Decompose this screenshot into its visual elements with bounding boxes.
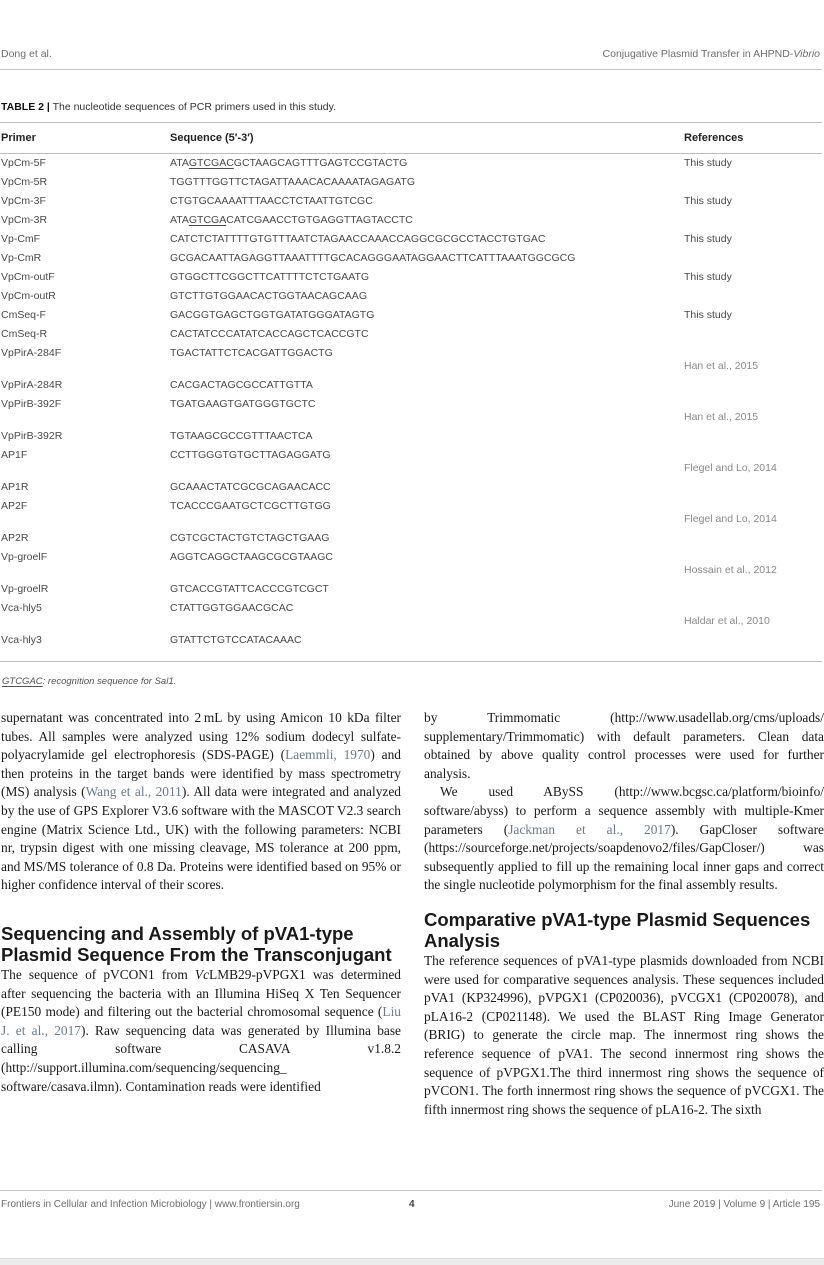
primer-name: VpCm-3R (1, 214, 48, 226)
primer-sequence (170, 634, 302, 646)
paragraph (1, 966, 401, 1096)
primer-sequence (170, 449, 331, 461)
sequence-part: TGTAAGCGCCGTTTAACTCA (170, 430, 313, 442)
sequence-part: CTGTGCAAAATTTAACCTCTAATTGTCGC (170, 195, 373, 207)
running-head (0, 45, 822, 70)
restriction-site: GTCGA (188, 214, 227, 226)
sequence-part: GTCTTGTGGAACACTGGTAACAGCAAG (170, 290, 367, 302)
primer-sequence (170, 430, 313, 442)
text: supernatant was concentrated into 2 mL by using Amicon 10 kDa filter tubes. All samples were analyzed using 12% sodium dodecyl sulfate-polyacrylamide gel electrophoresis (SDS-PAGE) ( (1, 710, 401, 763)
primer-name: VpCm-3F (1, 195, 46, 207)
primer-sequence (170, 583, 329, 595)
citation-link[interactable]: Liu J. et al., 2017 (1, 1004, 401, 1038)
right-column (424, 709, 824, 1119)
primer-name: VpPirB-392R (1, 430, 63, 442)
header-sequence: Sequence (5′-3′) (170, 132, 254, 144)
table-body (0, 154, 822, 650)
title-running-head-text: Conjugative Plasmid Transfer in AHPND- (602, 48, 794, 60)
reference-this-study: This study (684, 309, 732, 321)
paragraph (1, 709, 401, 895)
species-italic: Vc (194, 966, 210, 982)
primer-name: Vp-CmR (1, 252, 42, 264)
table-footnote (0, 661, 822, 687)
reference-this-study: This study (684, 195, 732, 207)
footnote-description: : recognition sequence for Sal1. (42, 676, 177, 687)
citation-link[interactable]: Laemmli, 1970 (285, 747, 371, 763)
table-row (0, 548, 822, 580)
primer-sequence (170, 195, 373, 207)
primer-sequence (170, 398, 315, 410)
paragraph (424, 783, 824, 895)
citation-link[interactable]: Wang et al., 2011 (85, 784, 182, 800)
table-row (0, 395, 822, 427)
primer-table (0, 122, 822, 650)
table-row (0, 376, 822, 395)
reference-this-study: This study (684, 233, 732, 245)
primer-name: VpCm-outR (1, 290, 56, 302)
primer-name: Vp-groelF (1, 551, 48, 563)
sequence-part: ATA (170, 157, 189, 169)
primer-sequence (170, 157, 407, 169)
page-footer (0, 1190, 822, 1210)
sequence-part: TCACCCGAATGCTCGCTTGTGG (170, 500, 331, 512)
text: The sequence of pVCON1 from (1, 966, 195, 982)
sequence-part: CACGACTAGCGCCATTGTTA (170, 379, 313, 391)
citation-link[interactable]: Jackman et al., 2017 (508, 821, 671, 837)
table-caption (1, 101, 336, 113)
table-row (0, 154, 822, 173)
table-row (0, 306, 822, 325)
primer-sequence (170, 309, 374, 321)
primer-name: AP2F (1, 500, 28, 512)
primer-name: Vp-groelR (1, 583, 49, 595)
primer-name: VpPirA-284R (1, 379, 63, 391)
primer-sequence (170, 379, 313, 391)
primer-sequence (170, 290, 367, 302)
sequence-part: GCAAACTATCGCGCAGAACACC (170, 481, 331, 493)
sequence-part: CCTTGGGTGTGCTTAGAGGATG (170, 449, 331, 461)
table-row (0, 497, 822, 529)
primer-name: Vp-CmF (1, 233, 41, 245)
primer-name: CmSeq-F (1, 309, 46, 321)
reference-citation-link[interactable]: Flegel and Lo, 2014 (684, 462, 777, 474)
sequence-part: GTGGCTTCGGCTTCATTTTCTCTGAATG (170, 271, 370, 283)
primer-sequence (170, 176, 415, 188)
primer-sequence (170, 551, 333, 563)
sequence-part: TGACTATTCTCACGATTGGACTG (170, 347, 333, 359)
reference-citation-link[interactable]: Han et al., 2015 (684, 360, 759, 372)
primer-sequence (170, 271, 369, 283)
reference-citation-link[interactable]: Han et al., 2015 (684, 411, 759, 423)
page-number: 4 (409, 1199, 415, 1210)
left-column (1, 709, 401, 1096)
sequence-part: CACTATCCCATATCACCAGCTCACCGTC (170, 328, 369, 340)
table-row (0, 446, 822, 478)
sequence-part: GTCACCGTATTCACCCGTCGCT (170, 583, 329, 595)
reference-citation-link[interactable]: Flegel and Lo, 2014 (684, 513, 777, 525)
primer-sequence (170, 481, 331, 493)
primer-name: VpPirB-392F (1, 398, 62, 410)
sequence-part: CGTCGCTACTGTCTAGCTGAAG (170, 532, 330, 544)
table-row (0, 344, 822, 376)
journal-name: Frontiers in Cellular and Infection Microbiology | www.frontiersin.org (1, 1199, 300, 1210)
text: ). Raw sequencing data was generated by Illumina base calling software CASAVA v1.8.2 (http://support.illumina.com/sequencing/sequencing_ software/casava.ilmn). Contamination reads were identified (1, 1022, 402, 1094)
primer-sequence (170, 328, 369, 340)
footnote-text (1, 669, 177, 687)
reference-citation-link[interactable]: Hossain et al., 2012 (684, 564, 777, 576)
text: ). All data were integrated and analyzed by the use of GPS Explorer V3.6 software with the MASCOT V2.3 search engine (Matrix Science Ltd., UK) with the following parameters: NCBI nr, trypsin digest with one missing cleavage, MS tolerance at 200 ppm, and MS/MS tolerance of 0.8 Da. Proteins were identified based on 95% or higher confidence interval of their scores. (1, 784, 401, 893)
issue-info: June 2019 | Volume 9 | Article 195 (668, 1199, 820, 1210)
sequence-part: GCGACAATTAGAGGTTAAATTTTGCACAGGGAATAGGAACTTCATTTAAATGGCGCG (170, 252, 576, 264)
sequence-part: CTATTGGTGGAACGCAC (170, 602, 294, 614)
table-row (0, 249, 822, 268)
footnote-sequence: GTCGAC (2, 676, 43, 687)
table-row (0, 427, 822, 446)
table-row (0, 211, 822, 230)
sequence-part: AGGTCAGGCTAAGCGCGTAAGC (170, 551, 333, 563)
table-row (0, 325, 822, 344)
reference-citation-link[interactable]: Haldar et al., 2010 (684, 615, 770, 627)
restriction-site: GTCGAC (188, 157, 234, 169)
paragraph: The reference sequences of pVA1-type plasmids downloaded from NCBI were used for comparative sequences analysis. These sequences included pVA1 (KP324996), pVPGX1 (CP020036), pVCGX1 (CP020078), and pLA16-2 (CP021148). We used the BLAST Ring Image Generator (BRIG) to generate the circle map. The innermost ring shows the reference sequence of pVA1. The second innermost ring shows the sequence of pVPGX1.The third innermost ring shows the sequence of pVCON1. The forth innermost ring shows the sequence of pVCGX1. The fifth innermost ring shows the sequence of pLA16-2. The sixth (424, 952, 824, 1117)
primer-name: VpCm-5R (1, 176, 48, 188)
sequence-part: GACGGTGAGCTGGTGATATGGGATAGTG (170, 309, 375, 321)
title-running-head (603, 48, 820, 60)
primer-name: VpCm-outF (1, 271, 55, 283)
primer-sequence (170, 602, 293, 614)
primer-sequence (170, 233, 545, 245)
sequence-part: CATCGAACCTGTGAGGTTAGTACCTC (226, 214, 413, 226)
primer-name: VpCm-5F (1, 157, 46, 169)
table-row (0, 478, 822, 497)
table-row (0, 529, 822, 548)
title-running-head-italic: Vibrio (793, 48, 820, 60)
sequence-part: ATA (170, 214, 189, 226)
table-row (0, 599, 822, 631)
section-heading-sequencing: Sequencing and Assembly of pVA1-type Plasmid Sequence From the Transconjugant (1, 922, 392, 966)
primer-name: AP2R (1, 532, 29, 544)
table-row (0, 192, 822, 211)
text: ) and then proteins in the target bands were identified by mass spectrometry (MS) analysis ( (1, 747, 401, 800)
primer-name: AP1R (1, 481, 29, 493)
sequence-part: GTATTCTGTCCATACAAAC (170, 634, 302, 646)
paragraph: by Trimmomatic (http://www.usadellab.org/cms/uploads/ supplementary/Trimmomatic) with default parameters. Clean data obtained by above quality control processes were used for further analysis. (424, 710, 824, 781)
table-row (0, 173, 822, 192)
primer-sequence (170, 500, 331, 512)
text: ). GapCloser software (https://sourceforge.net/projects/soapdenovo2/files/GapCloser/) was subsequently applied to fill up the remaining local inner gaps and correct the single nucleotide polymorphism for the final assembly results. (424, 821, 824, 893)
sequence-part: TGATGAAGTGATGGGTGCTC (170, 398, 316, 410)
primer-name: Vca-hly5 (1, 602, 42, 614)
table-caption-text: The nucleotide sequences of PCR primers used in this study. (49, 101, 337, 113)
sequence-part: TGGTTTGGTTCTAGATTAAACACAAAATAGAGATG (170, 176, 416, 188)
section-heading-comparative: Comparative pVA1-type Plasmid Sequences Analysis (424, 908, 811, 952)
header-references: References (684, 132, 744, 144)
primer-name: VpPirA-284F (1, 347, 62, 359)
primer-name: AP1F (1, 449, 28, 461)
text: LMB29-pVPGX1 was determined after sequencing the bacteria with an Illumina HiSeq X Ten Sequencer (PE150 mode) and filtering out the bacterial chromosomal sequence ( (1, 966, 401, 1020)
sequence-part: CATCTCTATTTTGTGTTTAATCTAGAACCAAACCAGGCGCGCCTACCTGTGAC (170, 233, 546, 245)
primer-sequence (170, 347, 333, 359)
table-label: TABLE 2 | (1, 101, 50, 113)
header-primer: Primer (1, 132, 36, 144)
primer-name: CmSeq-R (1, 328, 48, 340)
table-row (0, 230, 822, 249)
table-row (0, 287, 822, 306)
table-header-row (0, 122, 822, 154)
reference-this-study: This study (684, 157, 732, 169)
table-row (0, 580, 822, 599)
primer-name: Vca-hly3 (1, 634, 42, 646)
primer-sequence (170, 214, 413, 226)
sequence-part: GCTAAGCAGTTTGAGTCCGTACTG (233, 157, 408, 169)
reference-this-study: This study (684, 271, 732, 283)
text: We used ABySS (http://www.bcgsc.ca/platform/bioinfo/ software/abyss) to perform a sequence assembly with multiple-Kmer parameters ( (424, 784, 824, 837)
table-row (0, 631, 822, 650)
table-row (0, 268, 822, 287)
primer-sequence (170, 252, 575, 264)
primer-sequence (170, 532, 329, 544)
author-running-head: Dong et al. (1, 48, 52, 60)
